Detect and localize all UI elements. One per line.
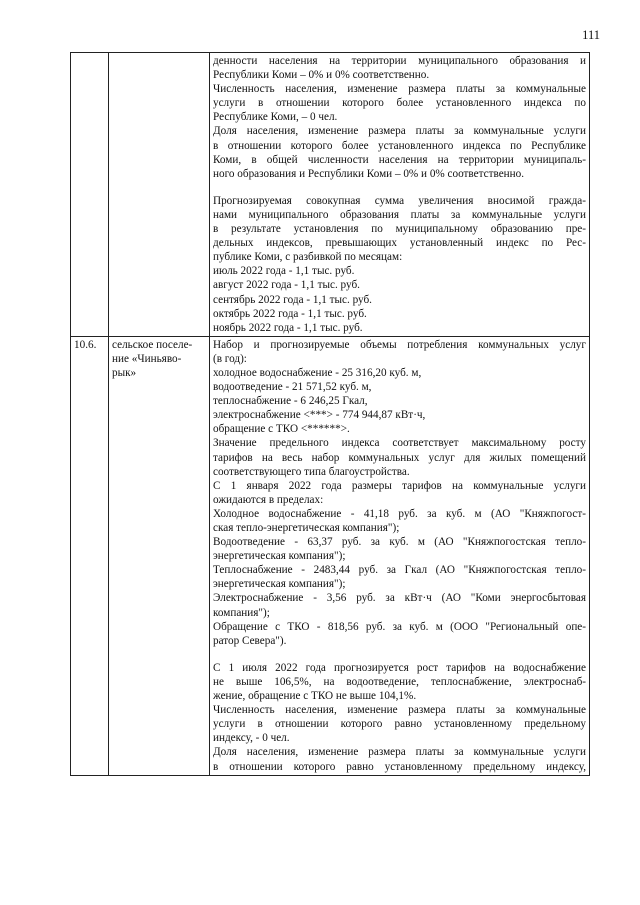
text-line: услуги в отношении которого более установленного индекса по: [213, 97, 586, 110]
text-line: Набор и прогнозируемые объемы потребления коммунальных услуг: [213, 338, 586, 351]
text-line: услуги в отношении которого равно установленному предельному: [213, 718, 586, 731]
text-line: Водоотведение - 63,37 руб. за куб. м (АО "Княжпогостская тепло-: [213, 536, 586, 549]
municipality-name-line: рык»: [112, 366, 137, 379]
table-row: [71, 336, 590, 775]
text-line: ного образования и Республики Коми – 0% и 0% соответственно.: [213, 167, 525, 180]
text-line: ская тепло-энергетическая компания");: [213, 522, 400, 534]
text-line: холодное водоснабжение - 25 316,20 куб. м,: [213, 366, 422, 379]
description-cell: [210, 53, 590, 337]
text-line: водоотведение - 21 571,52 куб. м,: [213, 381, 372, 394]
text-line: теплоснабжение - 6 246,25 Гкал,: [213, 395, 368, 408]
text-line: Численность населения, изменение размера платы за коммунальные: [213, 704, 586, 717]
description-cell: [210, 336, 590, 775]
text-line: С 1 июля 2022 года прогнозируется рост тарифов на водоснабжение: [213, 661, 586, 674]
text-line: электроснабжение <***> - 774 944,87 кВт·ч,: [213, 409, 426, 422]
text-line: публике Коми, с разбивкой по месяцам:: [213, 251, 403, 264]
text-line: Значение предельного индекса соответствует максимальному росту: [213, 437, 586, 450]
text-line: Доля населения, изменение размера платы за коммунальные услуги: [213, 125, 586, 138]
text-line: ноябрь 2022 года - 1,1 тыс. руб.: [213, 321, 363, 334]
text-line: Обращение с ТКО - 818,56 руб. за куб. м (ООО "Региональный опе-: [213, 620, 586, 633]
table-row: [71, 53, 590, 337]
text-line: Численность населения, изменение размера платы за коммунальные: [213, 83, 586, 96]
text-line: (в год):: [213, 352, 247, 365]
text-line: ожидаются в пределах:: [213, 493, 324, 506]
text-line: индексу, - 0 чел.: [213, 732, 290, 745]
text-line: август 2022 года - 1,1 тыс. руб.: [213, 279, 360, 292]
text-line: соответствующего типа благоустройства.: [213, 465, 410, 478]
row-number-cell: [71, 53, 109, 337]
text-line: июль 2022 года - 1,1 тыс. руб.: [213, 265, 355, 278]
text-line: энергетическая компания");: [213, 550, 346, 563]
paragraph-gap: [213, 181, 586, 194]
municipality-name-line: ние «Чиньяво-: [112, 352, 182, 365]
text-line: в отношении которого равно установленному предельному индексу,: [213, 760, 586, 773]
paragraph-gap: [213, 648, 586, 661]
text-line: Холодное водоснабжение - 41,18 руб. за куб. м (АО "Княжпогост-: [213, 507, 586, 520]
text-line: октябрь 2022 года - 1,1 тыс. руб.: [213, 307, 367, 320]
text-line: Доля населения, изменение размера платы за коммунальные услуги: [213, 746, 586, 759]
text-line: Республики Коми – 0% и 0% соответственно.: [213, 69, 430, 82]
text-line: сентябрь 2022 года - 1,1 тыс. руб.: [213, 293, 372, 306]
text-line: в результате установления по муниципальному образованию пре-: [213, 223, 586, 236]
text-line: С 1 января 2022 года размеры тарифов на коммунальные услуги: [213, 479, 586, 492]
text-line: не выше 106,5%, на водоотведение, теплоснабжение, электроснаб-: [213, 675, 586, 688]
page-number: 111: [582, 28, 600, 42]
text-line: жение, обращение с ТКО не выше 104,1%.: [213, 690, 417, 703]
text-line: в отношении которого более установленного индекса по Республике: [213, 139, 586, 152]
document-table: [70, 52, 590, 776]
municipality-name-line: сельское поселе-: [112, 338, 193, 351]
text-line: энергетическая компания");: [213, 578, 346, 591]
text-line: Электроснабжение - 3,56 руб. за кВт·ч (АО "Коми энергосбытовая: [213, 592, 586, 605]
municipality-cell: [109, 53, 210, 337]
text-line: компания");: [213, 606, 270, 619]
municipality-cell: [109, 336, 210, 775]
row-number-cell: 10.6.: [71, 336, 109, 775]
text-line: ратор Севера").: [213, 634, 287, 647]
text-line: денности населения на территории муниципального образования и: [213, 55, 586, 67]
text-line: дельных индексов, превышающих установленный индекс по Рес-: [213, 237, 586, 250]
text-line: Коми, в общей численности населения на территории муниципаль-: [213, 153, 586, 166]
text-line: Теплоснабжение - 2483,44 руб. за Гкал (АО "Княжпогостская тепло-: [213, 564, 586, 577]
text-line: обращение с ТКО <******>.: [213, 423, 350, 436]
text-line: Республике Коми, – 0 чел.: [213, 111, 338, 124]
text-line: нами муниципального образования платы за коммунальные услуги: [213, 208, 586, 221]
text-line: Прогнозируемая совокупная сумма увеличения вносимой гражда-: [213, 194, 586, 207]
text-line: тарифов на весь набор коммунальных услуг для жилых помещений: [213, 451, 586, 464]
